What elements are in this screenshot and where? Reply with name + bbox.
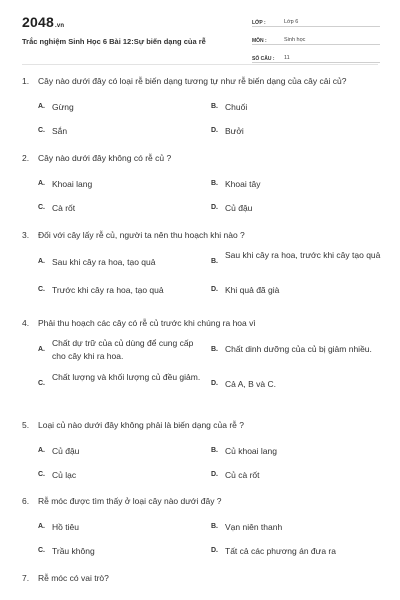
option-text: Cả A, B và C. <box>225 379 277 389</box>
option-b[interactable] <box>211 249 391 275</box>
option-c[interactable] <box>38 283 211 297</box>
option-letter: D. <box>211 204 218 211</box>
option-letter: A. <box>38 180 45 187</box>
option-text: Khoai tây <box>225 179 261 189</box>
question-list <box>0 76 400 593</box>
option-text: Khi quả đã già <box>225 285 280 295</box>
option-letter: B. <box>211 180 218 187</box>
option-text: Trầu không <box>52 546 95 556</box>
document-title: Trắc nghiệm Sinh Học 6 Bài 12:Sự biến dạng của rễ <box>22 37 206 46</box>
question-number: 2. <box>22 153 30 163</box>
option-text: Gừng <box>52 102 74 112</box>
question-2 <box>0 153 400 230</box>
option-text: Chuối <box>225 102 248 112</box>
question-3 <box>0 230 400 318</box>
option-text: Cà rốt <box>52 203 76 213</box>
option-letter: D. <box>211 286 218 293</box>
meta-class-row <box>252 14 380 27</box>
option-letter: A. <box>38 346 45 353</box>
option-letter: B. <box>211 346 218 353</box>
option-b[interactable] <box>211 100 391 114</box>
option-letter: C. <box>38 547 45 554</box>
option-letter: A. <box>38 523 45 530</box>
question-number: 3. <box>22 230 30 240</box>
question-text: Loại củ nào dưới đây không phải là biến dạng của rễ ? <box>38 420 244 430</box>
option-text: Khoai lang <box>52 179 93 189</box>
option-a[interactable] <box>38 100 211 114</box>
option-text: Củ cà rốt <box>225 470 260 480</box>
option-text: Tất cả các phương án đưa ra <box>225 546 336 556</box>
meta-count-value: 11 <box>284 55 290 61</box>
question-number: 5. <box>22 420 30 430</box>
option-letter: B. <box>211 258 218 265</box>
question-4 <box>0 318 400 420</box>
meta-class-label: LỚP : <box>252 20 266 26</box>
question-number: 1. <box>22 76 30 86</box>
option-letter: C. <box>38 380 45 387</box>
option-a[interactable] <box>38 255 211 269</box>
question-text: Đối với cây lấy rễ củ, người ta nên thu hoạch khi nào ? <box>38 230 245 240</box>
option-text: Hồ tiêu <box>52 522 79 532</box>
meta-subject-label: MÔN : <box>252 38 267 44</box>
option-text: Sau khi cây ra hoa, trước khi cây tạo quả <box>225 250 381 260</box>
option-letter: D. <box>211 380 218 387</box>
option-b[interactable] <box>211 444 391 458</box>
question-number: 4. <box>22 318 30 328</box>
meta-count-label: SỐ CÂU : <box>252 56 275 62</box>
question-text: Cây nào dưới đây có loại rễ biến dạng tương tự như rễ biến dạng của cây cải củ? <box>38 76 347 86</box>
option-d[interactable] <box>211 377 391 391</box>
option-d[interactable] <box>211 124 391 138</box>
option-c[interactable] <box>38 544 211 558</box>
option-a[interactable] <box>38 520 211 534</box>
meta-count-row <box>252 50 380 63</box>
question-number: 7. <box>22 573 30 583</box>
option-text: Củ lạc <box>52 470 77 480</box>
option-text: Chất lượng và khối lượng củ đều giảm. <box>52 372 201 382</box>
option-text: Củ đậu <box>225 203 253 213</box>
option-text: Chất dự trữ của củ dùng để cung cấp cho cây khi ra hoa. <box>52 338 194 361</box>
option-a[interactable] <box>38 337 211 363</box>
question-text: Rễ móc được tìm thấy ở loại cây nào dưới đây ? <box>38 496 222 506</box>
option-letter: C. <box>38 286 45 293</box>
meta-subject-row <box>252 32 380 45</box>
option-letter: D. <box>211 547 218 554</box>
option-b[interactable] <box>211 177 391 191</box>
option-text: Củ khoai lang <box>225 446 277 456</box>
option-text: Bưởi <box>225 126 244 136</box>
option-b[interactable] <box>211 520 391 534</box>
logo-main: 2048 <box>22 14 54 30</box>
meta-class-value: Lớp 6 <box>284 19 299 25</box>
option-text: Vạn niên thanh <box>225 522 283 532</box>
logo-suffix: .vn <box>54 23 65 29</box>
option-letter: D. <box>211 127 218 134</box>
option-letter: C. <box>38 471 45 478</box>
option-a[interactable] <box>38 177 211 191</box>
option-d[interactable] <box>211 201 391 215</box>
option-c[interactable] <box>38 201 211 215</box>
meta-info <box>252 14 380 68</box>
option-text: Sắn <box>52 126 68 136</box>
option-letter: B. <box>211 523 218 530</box>
document-header <box>0 0 400 60</box>
question-7 <box>0 573 400 593</box>
question-5 <box>0 420 400 496</box>
option-text: Trước khi cây ra hoa, tạo quả <box>52 285 164 295</box>
option-c[interactable] <box>38 371 211 397</box>
question-text: Cây nào dưới đây không có rễ củ ? <box>38 153 172 163</box>
option-c[interactable] <box>38 124 211 138</box>
option-letter: D. <box>211 471 218 478</box>
option-letter: A. <box>38 447 45 454</box>
site-logo[interactable] <box>22 14 64 30</box>
question-1 <box>0 76 400 153</box>
meta-subject-value: Sinh học <box>284 37 306 43</box>
option-a[interactable] <box>38 444 211 458</box>
option-d[interactable] <box>211 544 391 558</box>
option-letter: A. <box>38 258 45 265</box>
option-letter: C. <box>38 204 45 211</box>
option-letter: B. <box>211 103 218 110</box>
option-text: Chất dinh dưỡng của củ bị giảm nhiều. <box>225 344 372 354</box>
option-d[interactable] <box>211 283 391 297</box>
option-c[interactable] <box>38 468 211 482</box>
option-letter: B. <box>211 447 218 454</box>
question-text: Rễ móc có vai trò? <box>38 573 109 583</box>
header-divider <box>22 64 378 65</box>
option-letter: C. <box>38 127 45 134</box>
option-d[interactable] <box>211 468 391 482</box>
option-text: Củ đậu <box>52 446 80 456</box>
question-6 <box>0 496 400 573</box>
question-text: Phải thu hoạch các cây có rễ củ trước khi chúng ra hoa vì <box>38 318 256 328</box>
option-text: Sau khi cây ra hoa, tạo quả <box>52 257 156 267</box>
option-letter: A. <box>38 103 45 110</box>
question-number: 6. <box>22 496 30 506</box>
option-b[interactable] <box>211 343 391 357</box>
